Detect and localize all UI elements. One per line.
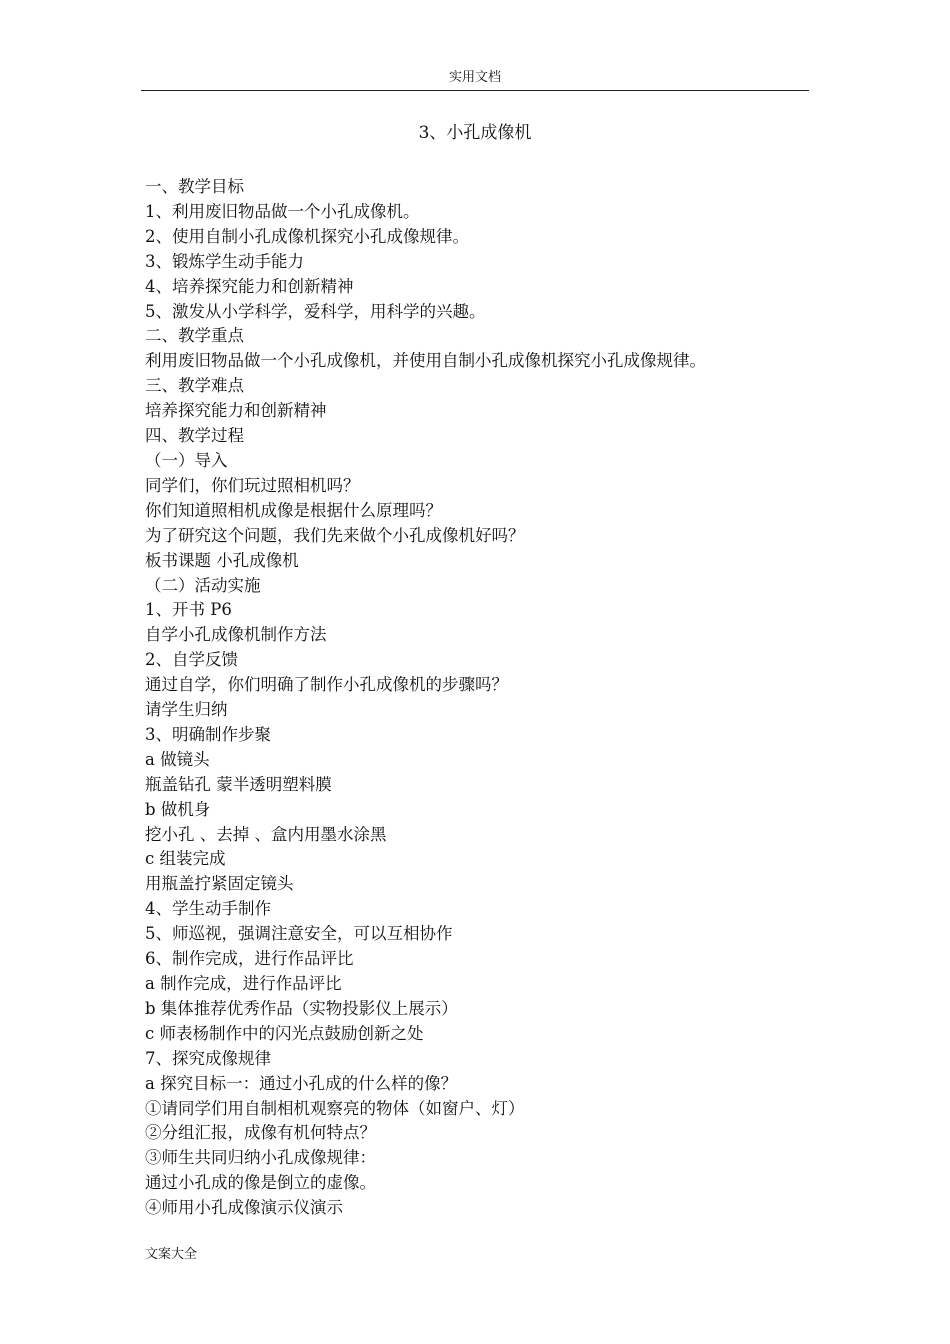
document-line: 6、制作完成，进行作品评比 [145, 949, 354, 969]
document-line: 为了研究这个问题，我们先来做个小孔成像机好吗？ [145, 525, 525, 545]
document-line: 7、探究成像规律 [145, 1048, 271, 1068]
document-line: ②分组汇报，成像有机何特点？ [145, 1123, 376, 1143]
document-line: （二）活动实施 [145, 575, 261, 595]
document-line: 四、教学过程 [145, 426, 244, 446]
document-line: 利用废旧物品做一个小孔成像机，并使用自制小孔成像机探究小孔成像规律。 [145, 351, 706, 371]
page-footer [145, 1247, 197, 1263]
document-line: 5、激发从小学科学，爱科学，用科学的兴趣。 [145, 301, 486, 321]
document-line: 请学生归纳 [145, 700, 228, 720]
document-line: 培养探究能力和创新精神 [145, 401, 327, 421]
document-line: ④师用小孔成像演示仪演示 [145, 1198, 343, 1218]
document-line: c 师表杨制作中的闪光点鼓励创新之处 [145, 1023, 424, 1043]
document-line: 通过自学，你们明确了制作小孔成像机的步骤吗？ [145, 675, 508, 695]
document-line: 2、自学反馈 [145, 650, 238, 670]
document-line: 3、明确制作步聚 [145, 724, 271, 744]
document-line: 挖小孔 、去掉 、盒内用墨水涂黑 [145, 824, 387, 844]
document-line: 1、开书 P6 [145, 600, 232, 620]
footer-text: 文案大全 [145, 1247, 198, 1262]
document-line: a 做镜头 [145, 749, 210, 769]
document-line: 3、锻炼学生动手能力 [145, 251, 304, 271]
document-line: 2、使用自制小孔成像机探究小孔成像规律。 [145, 226, 469, 246]
document-line: 1、利用废旧物品做一个小孔成像机。 [145, 201, 420, 221]
document-line: b 集体推荐优秀作品（实物投影仪上展示） [145, 998, 458, 1018]
document-line: 4、培养探究能力和创新精神 [145, 276, 354, 296]
document-line: 通过小孔成的像是倒立的虚像。 [145, 1173, 376, 1193]
document-line: 自学小孔成像机制作方法 [145, 625, 327, 645]
document-line: 三、教学难点 [145, 376, 244, 396]
document-body [145, 175, 815, 1221]
document-line: ③师生共同归纳小孔成像规律： [145, 1148, 376, 1168]
document-line: 瓶盖钻孔 蒙半透明塑料膜 [145, 774, 332, 794]
page-header [141, 71, 809, 91]
document-line: 5、师巡视，强调注意安全，可以互相协作 [145, 924, 453, 944]
document-line: a 制作完成，进行作品评比 [145, 974, 342, 993]
document-line: c 组装完成 [145, 849, 226, 869]
document-line: 二、教学重点 [145, 326, 244, 346]
document-line: 4、学生动手制作 [145, 899, 271, 919]
document-line: a 探究目标一：通过小孔成的什么样的像？ [145, 1073, 458, 1093]
document-title: 3、小孔成像机 [418, 123, 532, 143]
document-line: ①请同学们用自制相机观察亮的物体（如窗户、灯） [145, 1098, 525, 1118]
document-line: 一、教学目标 [145, 177, 244, 196]
document-line: 你们知道照相机成像是根据什么原理吗？ [145, 500, 442, 520]
document-line: 板书课题 小孔成像机 [145, 550, 299, 570]
document-line: （一）导入 [145, 450, 228, 470]
document-line: 用瓶盖拧紧固定镜头 [145, 874, 294, 894]
document-line: 同学们，你们玩过照相机吗？ [145, 475, 360, 495]
document-line: b 做机身 [145, 799, 211, 819]
header-text: 实用文档 [448, 70, 501, 85]
